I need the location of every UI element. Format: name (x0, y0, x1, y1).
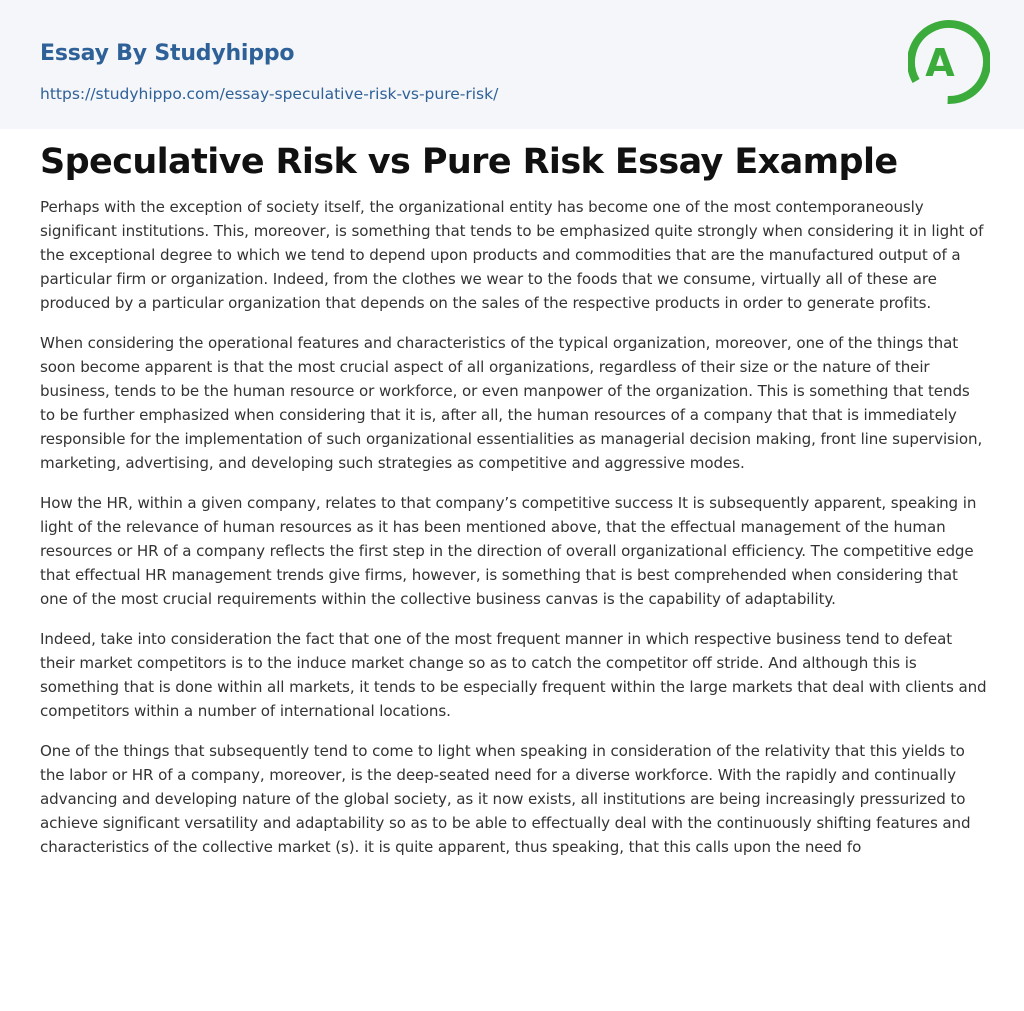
paragraph-5: One of the things that subsequently tend to come to light when speaking in consideration of the relativity that this yields to the labor or HR of a company, moreover, is the deep-seated need for a diverse workforce. With the rapidly and continually advancing and developing nature of the global society, as it now exists, all institutions are being increasingly pressurized to achieve significant versatility and adaptability so as to be able to effectually deal with the continuously shifting features and characteristics of the collective market (s). it is quite apparent, thus speaking, that this calls upon the need fo (40, 742, 971, 856)
page-title: Speculative Risk vs Pure Risk Essay Example (40, 142, 898, 182)
site-header (0, 0, 1024, 129)
article-url-link[interactable]: https://studyhippo.com/essay-speculative-risk-vs-pure-risk/ (40, 85, 499, 103)
paragraph-4: Indeed, take into consideration the fact that one of the most frequent manner in which respective business tend to defeat their market competitors is to the induce market change so as to catch the competitor off stride. And although this is something that is done within all markets, it tends to be especially frequent within the large markets that deal with clients and competitors within a number of international locations. (40, 630, 987, 720)
studyhippo-logo-icon[interactable] (908, 15, 990, 109)
brand-title[interactable]: Essay By Studyhippo (40, 41, 295, 66)
paragraph-1: Perhaps with the exception of society itself, the organizational entity has become one of the most contemporaneously significant institutions. This, moreover, is something that tends to be emphasized quite strongly when considering it in light of the exceptional degree to which we tend to depend upon products and commodities that are the manufactured output of a particular firm or organization. Indeed, from the clothes we wear to the foods that we consume, virtually all of these are produced by a particular organization that depends on the sales of the respective products in order to generate profits. (40, 198, 984, 312)
paragraph-2: When considering the operational features and characteristics of the typical organization, moreover, one of the things that soon become apparent is that the most crucial aspect of all organizations, regardless of their size or the nature of their business, tends to be the human resource or workforce, or even manpower of the organization. This is something that tends to be further emphasized when considering that it is, after all, the human resources of a company that that is immediately responsible for the implementation of such organizational essentialities as managerial decision making, front line supervision, marketing, advertising, and developing such strategies as competitive and aggressive modes. (40, 334, 983, 472)
svg-text:A: A (925, 41, 955, 85)
essay-body (40, 195, 988, 875)
paragraph-3: How the HR, within a given company, relates to that company’s competitive success It is subsequently apparent, speaking in light of the relevance of human resources as it has been mentioned above, that the effectual management of the human resources or HR of a company reflects the first step in the direction of overall organizational efficiency. The competitive edge that effectual HR management trends give firms, however, is something that is best comprehended when considering that one of the most crucial requirements within the collective business canvas is the capability of adaptability. (40, 494, 977, 608)
